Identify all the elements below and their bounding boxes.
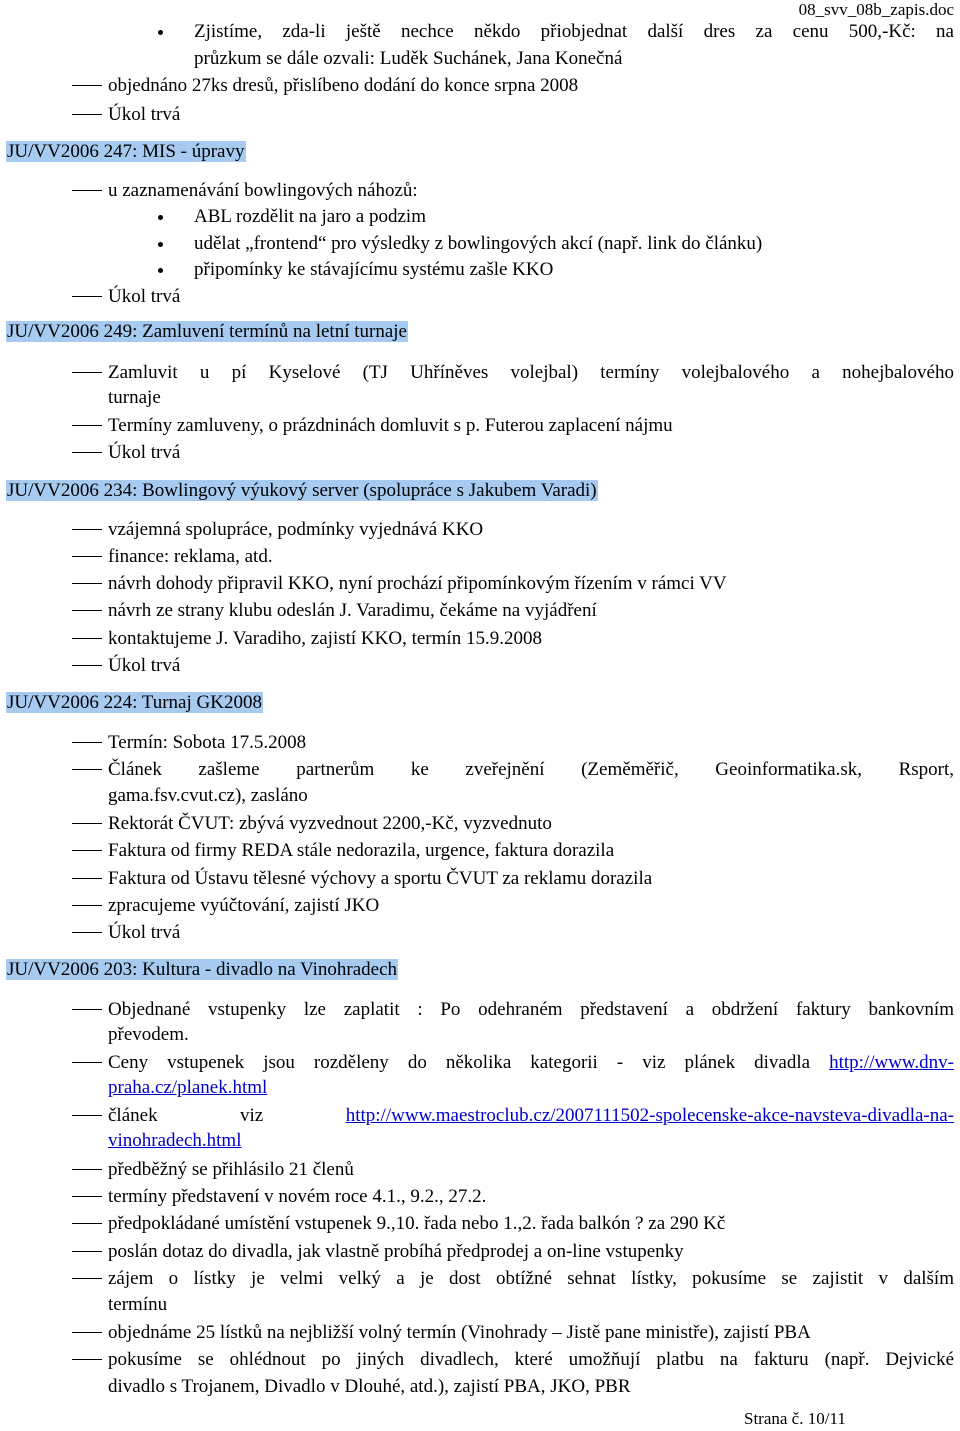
dash-icon	[72, 742, 102, 743]
section-heading-234: JU/VV2006 234: Bowlingový výukový server (spolupráce s Jakubem Varadi)	[7, 480, 597, 501]
list-item: Faktura od firmy REDA stále nedorazila, urgence, faktura dorazila	[108, 840, 615, 861]
list-item: finance: reklama, atd.	[108, 546, 273, 567]
dash-icon	[72, 372, 102, 373]
list-item-continuation: gama.fsv.cvut.cz), zasláno	[108, 785, 308, 806]
dash-icon	[72, 1196, 102, 1197]
task-status: Úkol trvá	[108, 655, 181, 676]
dash-icon	[72, 823, 102, 824]
list-item: objednáno 27ks dresů, přislíbeno dodání do konce srpna 2008	[108, 75, 579, 96]
dash-icon	[72, 905, 102, 906]
list-item-continuation: termínu	[108, 1294, 168, 1315]
dash-icon	[72, 1251, 102, 1252]
task-status: Úkol trvá	[108, 286, 181, 307]
bullet-icon	[158, 268, 163, 273]
task-status: Úkol trvá	[108, 104, 181, 125]
list-item: Objednané vstupenky lze zaplatit : Po odehraném představení a obdržení faktury bankovním	[108, 999, 954, 1020]
list-item: zpracujeme vyúčtování, zajistí JKO	[108, 895, 380, 916]
list-item: poslán dotaz do divadla, jak vlastně probíhá předprodej a on-line vstupenky	[108, 1241, 684, 1262]
list-item: kontaktujeme J. Varadiho, zajistí KKO, termín 15.9.2008	[108, 628, 542, 649]
list-item: Termíny zamluveny, o prázdninách domluvit s p. Futerou zaplacení nájmu	[108, 415, 673, 436]
list-item: Rektorát ČVUT: zbývá vyzvednout 2200,-Kč, vyzvednuto	[108, 813, 552, 834]
list-item: článek viz http://www.maestroclub.cz/2007111502-spolecenske-akce-navsteva-divadla-na-	[108, 1105, 955, 1126]
section-heading-224: JU/VV2006 224: Turnaj GK2008	[7, 692, 262, 713]
list-item: Termín: Sobota 17.5.2008	[108, 732, 307, 753]
list-item: objednáme 25 lístků na nejbližší volný termín (Vinohrady – Jistě pane ministře), zajistí PBA	[108, 1322, 811, 1343]
dash-icon	[72, 114, 102, 115]
dnv-praha-link[interactable]: http://www.dnv-	[829, 1052, 954, 1073]
list-item: předpokládané umístění vstupenek 9.,10. řada nebo 1.,2. řada balkón ? za 290 Kč	[108, 1213, 726, 1234]
list-item: u zaznamenávání bowlingových náhozů:	[108, 180, 418, 201]
list-item: Článek zašleme partnerům ke zveřejnění (Zeměměřič, Geoinformatika.sk, Rsport,	[108, 759, 954, 780]
dash-icon	[72, 638, 102, 639]
list-item-continuation	[108, 1074, 267, 1101]
dash-icon	[72, 190, 102, 191]
dash-icon	[72, 850, 102, 851]
list-item: předběžný se přihlásilo 21 členů	[108, 1159, 354, 1180]
dash-icon	[72, 1169, 102, 1170]
dash-icon	[72, 1359, 102, 1360]
list-item: vzájemná spolupráce, podmínky vyjednává KKO	[108, 519, 484, 540]
dash-icon	[72, 878, 102, 879]
list-item: Ceny vstupenek jsou rozděleny do několika kategorii - viz plánek divadla http://www.dnv-	[108, 1052, 954, 1073]
list-item: návrh dohody připravil KKO, nyní prochází připomínkovým řízením v rámci VV	[108, 573, 727, 594]
page-number: Strana č. 10/11	[744, 1409, 846, 1428]
dash-icon	[72, 1278, 102, 1279]
list-item-continuation	[108, 1127, 242, 1154]
dash-icon	[72, 583, 102, 584]
list-item: pokusíme se ohlédnout po jiných divadlech, které umožňují platbu na fakturu (např. Dejvické	[108, 1349, 954, 1370]
dash-icon	[72, 1115, 102, 1116]
dash-icon	[72, 296, 102, 297]
list-item-continuation: průzkum se dále ozvali: Luděk Suchánek, Jana Konečná	[194, 48, 623, 69]
dash-icon	[72, 932, 102, 933]
dash-icon	[72, 85, 102, 86]
list-item: návrh ze strany klubu odeslán J. Varadimu, čekáme na vyjádření	[108, 600, 597, 621]
dnv-praha-link-cont[interactable]: praha.cz/planek.html	[108, 1077, 268, 1098]
task-status: Úkol trvá	[108, 922, 181, 943]
list-item-continuation: divadlo s Trojanem, Divadlo v Dlouhé, atd.), zajistí PBA, JKO, PBR	[108, 1376, 631, 1397]
section-heading-249: JU/VV2006 249: Zamluvení termínů na letní turnaje	[7, 321, 407, 342]
bullet-icon	[158, 215, 163, 220]
bullet-icon	[158, 242, 163, 247]
maestroclub-link[interactable]: http://www.maestroclub.cz/2007111502-spolecenske-akce-navsteva-divadla-na-	[345, 1105, 955, 1126]
list-item: ABL rozdělit na jaro a podzim	[194, 206, 426, 227]
list-item: připomínky ke stávajícímu systému zašle KKO	[194, 259, 554, 280]
dash-icon	[72, 529, 102, 530]
list-item: Zjistíme, zda-li ještě nechce někdo přiobjednat další dres za cenu 500,-Kč: na	[194, 21, 954, 42]
list-item: zájem o lístky je velmi velký a je dost obtížné sehnat lístky, pokusíme se zajistit v dalším	[108, 1268, 954, 1289]
dash-icon	[72, 665, 102, 666]
list-item-continuation: turnaje	[108, 387, 161, 408]
task-status: Úkol trvá	[108, 442, 181, 463]
list-item-continuation: převodem.	[108, 1024, 189, 1045]
dash-icon	[72, 610, 102, 611]
document-filename: 08_svv_08b_zapis.doc	[798, 0, 954, 19]
dash-icon	[72, 556, 102, 557]
list-item: Zamluvit u pí Kyselové (TJ Uhříněves volejbal) termíny volejbalového a nohejbalového	[108, 362, 954, 383]
list-item: Faktura od Ústavu tělesné výchovy a sportu ČVUT za reklamu dorazila	[108, 868, 653, 889]
list-item: udělat „frontend“ pro výsledky z bowlingových akcí (např. link do článku)	[194, 233, 763, 254]
list-item: termíny představení v novém roce 4.1., 9.2., 27.2.	[108, 1186, 487, 1207]
dash-icon	[72, 1062, 102, 1063]
dash-icon	[72, 1009, 102, 1010]
dash-icon	[72, 452, 102, 453]
dash-icon	[72, 425, 102, 426]
section-heading-203: JU/VV2006 203: Kultura - divadlo na Vinohradech	[7, 959, 398, 980]
bullet-icon	[158, 30, 163, 35]
section-heading-247: JU/VV2006 247: MIS - úpravy	[7, 141, 245, 162]
maestroclub-link-cont[interactable]: vinohradech.html	[108, 1130, 242, 1151]
dash-icon	[72, 1223, 102, 1224]
dash-icon	[72, 1332, 102, 1333]
dash-icon	[72, 769, 102, 770]
